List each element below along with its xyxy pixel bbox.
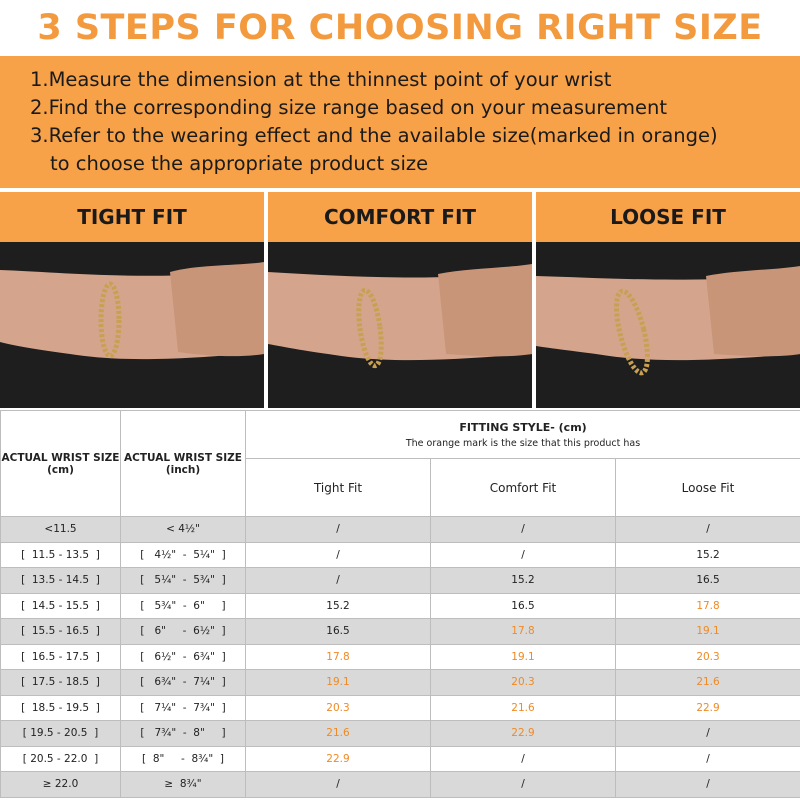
cell-loose: 17.8 bbox=[616, 593, 800, 619]
table-row bbox=[1, 772, 800, 798]
table-row bbox=[1, 746, 800, 772]
cell-loose: 20.3 bbox=[616, 644, 800, 670]
cell-comfort: / bbox=[431, 542, 616, 568]
cell-inch: [ 6¾" - 7¼" ] bbox=[121, 670, 246, 696]
fitting-style-title: FITTING STYLE- (cm) bbox=[459, 420, 587, 434]
cell-inch: ≥ 8¾" bbox=[121, 772, 246, 798]
comfort-fit-header: COMFORT FIT bbox=[268, 192, 532, 242]
table-row bbox=[1, 517, 800, 543]
header-wrist-inch-label: ACTUAL WRIST SIZE bbox=[124, 451, 242, 464]
table-row bbox=[1, 593, 800, 619]
cell-comfort: / bbox=[431, 772, 616, 798]
header-wrist-inch-unit: (inch) bbox=[165, 463, 201, 476]
cell-inch: [ 8" - 8¾" ] bbox=[121, 746, 246, 772]
cell-comfort: 20.3 bbox=[431, 670, 616, 696]
cell-tight: 16.5 bbox=[246, 619, 431, 645]
cell-cm: [ 16.5 - 17.5 ] bbox=[1, 644, 121, 670]
cell-cm: [ 19.5 - 20.5 ] bbox=[1, 721, 121, 747]
cell-loose: 21.6 bbox=[616, 670, 800, 696]
cell-tight: 21.6 bbox=[246, 721, 431, 747]
cell-comfort: 19.1 bbox=[431, 644, 616, 670]
header-wrist-inch bbox=[121, 411, 246, 517]
cell-comfort: 22.9 bbox=[431, 721, 616, 747]
size-chart-table bbox=[0, 410, 800, 798]
cell-loose: / bbox=[616, 517, 800, 543]
cell-loose: 15.2 bbox=[616, 542, 800, 568]
loose-fit-header: LOOSE FIT bbox=[536, 192, 800, 242]
cell-cm: [ 14.5 - 15.5 ] bbox=[1, 593, 121, 619]
cell-cm: ≥ 22.0 bbox=[1, 772, 121, 798]
table-row bbox=[1, 695, 800, 721]
cell-cm: [ 15.5 - 16.5 ] bbox=[1, 619, 121, 645]
fitting-style-note: The orange mark is the size that this product has bbox=[405, 437, 641, 449]
cell-comfort: / bbox=[431, 517, 616, 543]
cell-loose: / bbox=[616, 772, 800, 798]
cell-cm: [ 20.5 - 22.0 ] bbox=[1, 746, 121, 772]
step-3-continued: to choose the appropriate product size bbox=[50, 152, 429, 175]
table-row bbox=[1, 721, 800, 747]
table-row bbox=[1, 568, 800, 594]
cell-comfort: 17.8 bbox=[431, 619, 616, 645]
cell-inch: [ 6½" - 6¾" ] bbox=[121, 644, 246, 670]
cell-tight: / bbox=[246, 772, 431, 798]
tight-fit-header: TIGHT FIT bbox=[0, 192, 264, 242]
cell-comfort: / bbox=[431, 746, 616, 772]
cell-tight: 17.8 bbox=[246, 644, 431, 670]
cell-cm: [ 17.5 - 18.5 ] bbox=[1, 670, 121, 696]
cell-tight: 15.2 bbox=[246, 593, 431, 619]
cell-loose: 19.1 bbox=[616, 619, 800, 645]
instructions-panel bbox=[0, 56, 800, 188]
cell-loose: / bbox=[616, 746, 800, 772]
cell-loose: 22.9 bbox=[616, 695, 800, 721]
cell-cm: [ 18.5 - 19.5 ] bbox=[1, 695, 121, 721]
cell-tight: / bbox=[246, 517, 431, 543]
table-row bbox=[1, 619, 800, 645]
header-wrist-cm-unit: (cm) bbox=[47, 463, 74, 476]
header-tight-fit: Tight Fit bbox=[246, 459, 431, 517]
cell-tight: 19.1 bbox=[246, 670, 431, 696]
cell-inch: [ 7¼" - 7¾" ] bbox=[121, 695, 246, 721]
cell-comfort: 21.6 bbox=[431, 695, 616, 721]
header-wrist-cm-label: ACTUAL WRIST SIZE bbox=[1, 451, 120, 464]
loose-fit-photo bbox=[536, 242, 800, 408]
cell-cm: <11.5 bbox=[1, 517, 121, 543]
page-title: 3 STEPS FOR CHOOSING RIGHT SIZE bbox=[37, 8, 763, 48]
header-loose-fit: Loose Fit bbox=[616, 459, 800, 517]
cell-tight: / bbox=[246, 542, 431, 568]
table-row bbox=[1, 670, 800, 696]
cell-tight: / bbox=[246, 568, 431, 594]
table-row bbox=[1, 542, 800, 568]
cell-inch: [ 4½" - 5¼" ] bbox=[121, 542, 246, 568]
cell-inch: [ 5¼" - 5¾" ] bbox=[121, 568, 246, 594]
cell-tight: 20.3 bbox=[246, 695, 431, 721]
table-row bbox=[1, 644, 800, 670]
header-comfort-fit: Comfort Fit bbox=[431, 459, 616, 517]
step-1: 1.Measure the dimension at the thinnest point of your wrist bbox=[30, 68, 612, 91]
cell-inch: [ 5¾" - 6" ] bbox=[121, 593, 246, 619]
cell-loose: / bbox=[616, 721, 800, 747]
step-2: 2.Find the corresponding size range based on your measurement bbox=[30, 96, 667, 119]
comfort-fit-photo bbox=[268, 242, 532, 408]
cell-tight: 22.9 bbox=[246, 746, 431, 772]
cell-inch: < 4½" bbox=[121, 517, 246, 543]
step-3: 3.Refer to the wearing effect and the available size(marked in orange) bbox=[30, 124, 718, 147]
tight-fit-photo bbox=[0, 242, 264, 408]
cell-comfort: 15.2 bbox=[431, 568, 616, 594]
cell-inch: [ 7¾" - 8" ] bbox=[121, 721, 246, 747]
cell-inch: [ 6" - 6½" ] bbox=[121, 619, 246, 645]
cell-comfort: 16.5 bbox=[431, 593, 616, 619]
header-wrist-cm bbox=[1, 411, 121, 517]
header-fitting-style bbox=[246, 411, 800, 459]
cell-cm: [ 11.5 - 13.5 ] bbox=[1, 542, 121, 568]
cell-loose: 16.5 bbox=[616, 568, 800, 594]
cell-cm: [ 13.5 - 14.5 ] bbox=[1, 568, 121, 594]
